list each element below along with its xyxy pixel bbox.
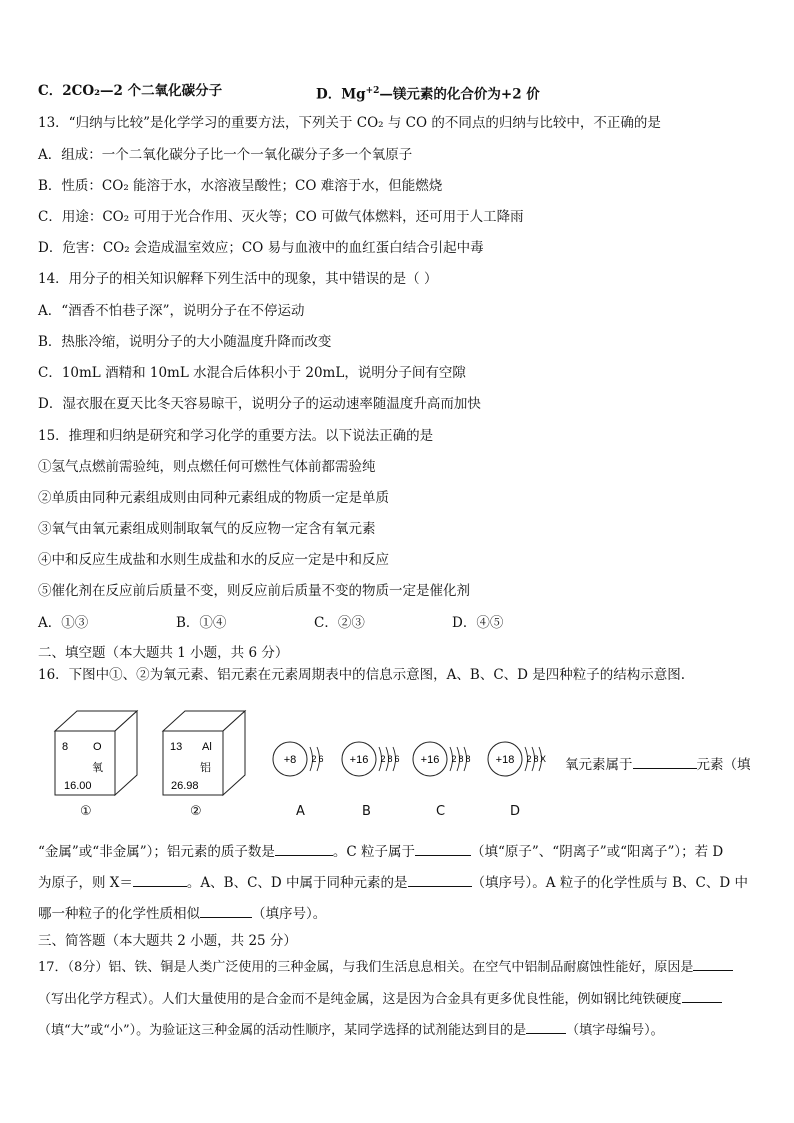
q14-option-d: D．湿衣服在夏天比冬天容易晾干，说明分子的运动速率随温度升高而加快 (38, 396, 481, 412)
q12-option-d-text: D．Mg (316, 86, 366, 103)
q15-option-b: B．①④ (176, 615, 227, 631)
shell-electron-count: 8 (533, 754, 539, 764)
shell-electron-count: 8 (465, 754, 471, 764)
q16-line-2c: （填“原子”、“阴离子”或“阳离子”）；若 D (470, 844, 724, 860)
cube2-mass: 26.98 (171, 780, 199, 792)
atom-diagram-D (488, 742, 546, 776)
shell-electron-count: 8 (387, 754, 393, 764)
nucleus-charge: +8 (283, 754, 297, 766)
q16-line-4a: 哪一种粒子的化学性质相似 (38, 906, 200, 922)
q16-side-post: 元素（填 (696, 757, 751, 773)
q16-blank-2[interactable] (275, 843, 333, 856)
shell-electron-count: 2 (311, 754, 317, 764)
section-2-heading: 二、填空题（本大题共 1 小题，共 6 分） (38, 645, 289, 661)
atom-c-label: C (436, 804, 446, 819)
q14-option-c: C．10mL 酒精和 10mL 水混合后体积小于 20mL，说明分子间有空隙 (38, 365, 466, 381)
periodic-cube-oxygen (55, 711, 137, 795)
q17-line-3a: （填“大”或“小”）。为验证这三种金属的活动性顺序，某同学选择的试剂能达到目的是 (38, 1023, 527, 1038)
q17-line-1a: 17．（8分）铝、铁、铜是人类广泛使用的三种金属，与我们生活息息相关。在空气中铝制品耐腐蚀性能好，原因是 (38, 960, 694, 975)
cube2-symbol: Al (202, 741, 212, 753)
q12-option-c: C．2CO₂—2 个二氧化碳分子 (38, 83, 223, 99)
cube1-symbol: O (93, 741, 102, 753)
q17-line-1 (38, 958, 733, 977)
cube2-label: ② (190, 804, 202, 819)
q15-statement-2: ②单质由同种元素组成则由同种元素组成的物质一定是单质 (38, 490, 389, 506)
q13-stem: 13．“归纳与比较”是化学学习的重要方法，下列关于 CO₂ 与 CO 的不同点的归纳与比较中，不正确的是 (38, 115, 661, 131)
q16-blank-5[interactable] (408, 874, 472, 887)
q16-line-3b: 。A、B、C、D 中属于同种元素的是 (186, 875, 408, 891)
q12-option-d-rest: —镁元素的化合价为+2 价 (379, 86, 540, 103)
cube1-number: 8 (62, 741, 69, 753)
q14-option-b: B．热胀冷缩，说明分子的大小随温度升降而改变 (38, 334, 332, 350)
atom-d-label: D (510, 804, 521, 819)
q16-blank-3[interactable] (415, 843, 471, 856)
cube1-label: ① (80, 804, 92, 819)
periodic-cube-aluminum (163, 711, 245, 795)
q17-line-3 (38, 1021, 664, 1040)
q17-line-2 (38, 990, 722, 1009)
atom-a-label: A (296, 804, 305, 819)
q15-option-c: C．②③ (314, 615, 365, 631)
cube2-name: 铝 (200, 762, 211, 774)
q17-blank-3[interactable] (526, 1021, 566, 1034)
q16-side-text (565, 753, 751, 773)
nucleus-charge: +16 (420, 754, 440, 766)
q15-statement-3: ③氧气由氧元素组成则制取氧气的反应物一定含有氧元素 (38, 521, 376, 537)
q16-figure (0, 700, 794, 830)
q17-line-2a: （写出化学方程式）。人们大量使用的是合金而不是纯金属，这是因为合金具有更多优良性能，例如钢比纯铁硬度 (38, 992, 682, 1007)
q16-line-3c: （填序号）。A 粒子的化学性质与 B、C、D 中 (471, 875, 748, 891)
q16-line-3 (38, 874, 748, 892)
cube2-number: 13 (170, 741, 183, 753)
q14-option-a: A．“酒香不怕巷子深”，说明分子在不停运动 (38, 303, 305, 319)
q15-stem: 15．推理和归纳是研究和学习化学的重要方法。以下说法正确的是 (38, 428, 434, 444)
atom-diagram-B (342, 742, 400, 776)
q15-statement-1: ①氢气点燃前需验纯，则点燃任何可燃性气体前都需验纯 (38, 459, 376, 475)
q16-blank-1[interactable] (633, 756, 697, 769)
shell-electron-count: 2 (380, 754, 386, 764)
q16-blank-4[interactable] (133, 874, 187, 887)
q16-line-2 (38, 843, 723, 861)
q17-blank-2[interactable] (682, 990, 722, 1003)
atom-diagram-A (273, 742, 324, 776)
section-3-heading: 三、简答题（本大题共 2 小题，共 25 分） (38, 933, 297, 949)
q15-statement-4: ④中和反应生成盐和水则生成盐和水的反应一定是中和反应 (38, 552, 389, 568)
cube1-mass: 16.00 (64, 780, 92, 792)
q16-line-2a: “金属”或“非金属”）；铝元素的质子数是 (38, 844, 275, 860)
nucleus-charge: +16 (349, 754, 369, 766)
q16-stem: 16．下图中①、②为氧元素、铝元素在元素周期表中的信息示意图，A、B、C、D 是四种粒子的结构示意图. (38, 667, 686, 683)
shell-electron-count: 8 (458, 754, 464, 764)
q13-option-a: A．组成：一个二氧化碳分子比一个一氧化碳分子多一个氧原子 (38, 147, 413, 163)
q12-option-d-sup: +2 (365, 86, 380, 96)
nucleus-charge: +18 (495, 754, 515, 766)
q16-line-4 (38, 905, 326, 923)
q16-line-3a: 为原子，则 X＝ (38, 875, 133, 891)
q16-line-2b: 。C 粒子属于 (332, 844, 415, 860)
q17-line-3b: （填字母编号）。 (566, 1023, 664, 1038)
shell-electron-count: X (539, 754, 547, 764)
q12-option-d (316, 82, 540, 104)
q13-option-d: D．危害：CO₂ 会造成温室效应；CO 易与血液中的血红蛋白结合引起中毒 (38, 240, 484, 256)
atom-diagram-C (413, 742, 471, 776)
cube1-name: 氧 (92, 762, 103, 774)
shell-electron-count: 6 (318, 754, 324, 764)
shell-electron-count: 2 (451, 754, 457, 764)
q16-blank-6[interactable] (200, 905, 252, 918)
q17-blank-1[interactable] (693, 958, 733, 971)
q16-line-4b: （填序号）。 (252, 906, 327, 922)
shell-electron-count: 2 (526, 754, 532, 764)
shell-electron-count: 6 (394, 754, 400, 764)
q15-option-d: D．④⑤ (452, 615, 504, 631)
q15-statement-5: ⑤催化剂在反应前后质量不变，则反应前后质量不变的物质一定是催化剂 (38, 583, 470, 599)
atom-diagrams (273, 742, 546, 776)
q13-option-c: C．用途：CO₂ 可用于光合作用、灭火等；CO 可做气体燃料，还可用于人工降雨 (38, 209, 524, 225)
q15-option-a: A．①③ (38, 615, 89, 631)
q13-option-b: B．性质：CO₂ 能溶于水，水溶液呈酸性；CO 难溶于水，但能燃烧 (38, 178, 443, 194)
q14-stem: 14．用分子的相关知识解释下列生活中的现象，其中错误的是（ ） (38, 271, 438, 287)
atom-b-label: B (362, 804, 371, 819)
q16-side-pre: 氧元素属于 (565, 757, 633, 773)
